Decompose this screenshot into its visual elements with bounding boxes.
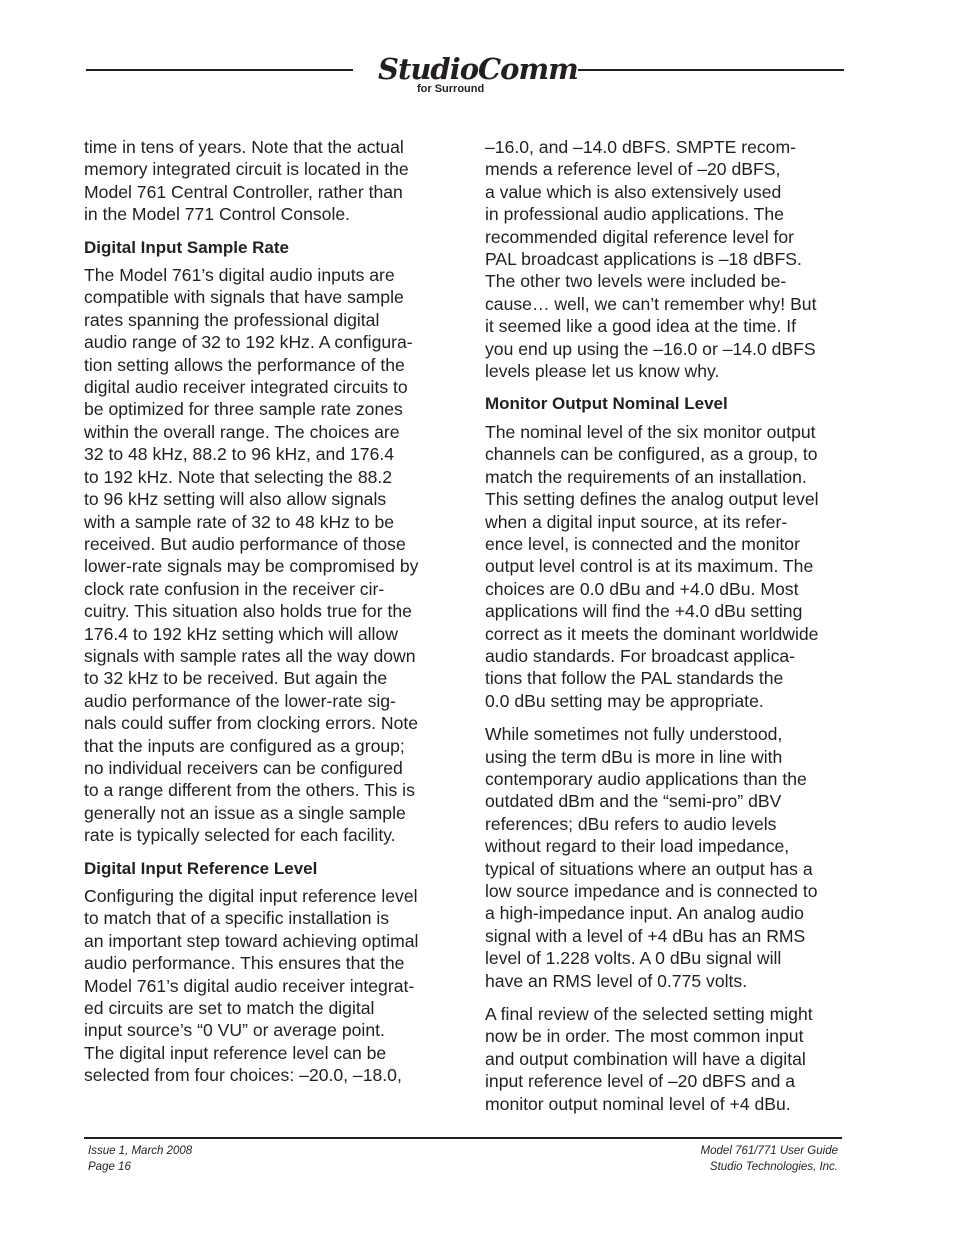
footer-issue-page: Issue 1, March 2008 Page 16: [88, 1145, 193, 1173]
paragraph-dbu-explanation: While sometimes not fully understood, using the term dBu is more in line with contemporary audio applications than the outdated dBm and the “semi-pro” dBV references; dBu refers to audio levels without regard to their load impedance, typical of situations where an output has a low source impedance and is connected to a high-impedance input. An analog audio signal with a level of +4 dBu has an RMS level of 1.228 volts. A 0 dBu signal will have an RMS level of 0.775 volts.: [485, 724, 818, 991]
studiocomm-logo: [378, 52, 578, 98]
paragraph-reference-level: Configuring the digital input reference level to match that of a specific installation is an important step toward achieving optimal audio performance. This ensures that the Model 761’s digital audio receiver integrat- ed circuits are set to match the digital input source’s “0 VU” or average point. The digital input reference level can be selected from four choices: –20.0, –18.0,: [84, 886, 419, 1086]
heading-digital-input-reference-level: Digital Input Reference Level: [84, 858, 318, 878]
left-column: [84, 136, 444, 1098]
header-rule-left: [86, 69, 353, 71]
heading-monitor-output-nominal-level: Monitor Output Nominal Level: [485, 394, 728, 414]
footer-rule: [84, 1137, 842, 1139]
paragraph-monitor-output: The nominal level of the six monitor output channels can be configured, as a group, to match the requirements of an installation. This setting defines the analog output level when a digital input source, at its refer- ence level, is connected and the monitor output level control is at its maximum. The choices are 0.0 dBu and +4.0 dBu. Most applications will find the +4.0 dBu setting correct as it meets the dominant worldwide audio standards. For broadcast applica- tions that follow the PAL standards the 0.0 dBu setting may be appropriate.: [485, 421, 819, 711]
right-column: [485, 136, 847, 1126]
paragraph-memory-ic: time in tens of years. Note that the actual memory integrated circuit is located in the Model 761 Central Controller, rather than in the Model 771 Control Console.: [84, 137, 409, 225]
logo-tagline: for Surround: [417, 83, 485, 95]
header-rule-right: [578, 69, 844, 71]
footer-guide-company: Model 761/771 User Guide Studio Technologies, Inc.: [700, 1145, 838, 1173]
paragraph-sample-rate: The Model 761’s digital audio inputs are compatible with signals that have sample rates spanning the professional digital audio range of 32 to 192 kHz. A configura- tion setting allows the performance of the digital audio receiver integrated circuits to be optimized for three sample rate zones within the overall range. The choices are 32 to 48 kHz, 88.2 to 96 kHz, and 176.4 to 192 kHz. Note that selecting the 88.2 to 96 kHz setting will also allow signals with a sample rate of 32 to 48 kHz to be received. But audio performance of those lower-rate signals may be compromised by clock rate confusion in the receiver cir- cuitry. This situation also holds true for the 176.4 to 192 kHz setting which will allow signals with sample rates all the way down to 32 kHz to be received. But again the audio performance of the lower-rate sig- nals could suffer from clocking errors. Note that the inputs are configured as a group; no individual receivers can be configured to a range different from the others. This is generally not an issue as a single sample rate is typically selected for each facility.: [84, 265, 419, 846]
paragraph-final-review: A final review of the selected setting might now be in order. The most common input and output combination will have a digital input reference level of –20 dBFS and a monitor output nominal level of +4 dBu.: [485, 1004, 813, 1114]
paragraph-reference-level-continued: –16.0, and –14.0 dBFS. SMPTE recom- mends a reference level of –20 dBFS, a value which is also extensively used in professional audio applications. The recommended digital reference level for PAL broadcast applications is –18 dBFS. The other two levels were included be- cause… well, we can’t remember why! But it seemed like a good idea at the time. If you end up using the –16.0 or –14.0 dBFS levels please let us know why.: [485, 137, 817, 382]
logo-name: StudioComm: [378, 52, 578, 86]
heading-digital-input-sample-rate: Digital Input Sample Rate: [84, 237, 289, 257]
